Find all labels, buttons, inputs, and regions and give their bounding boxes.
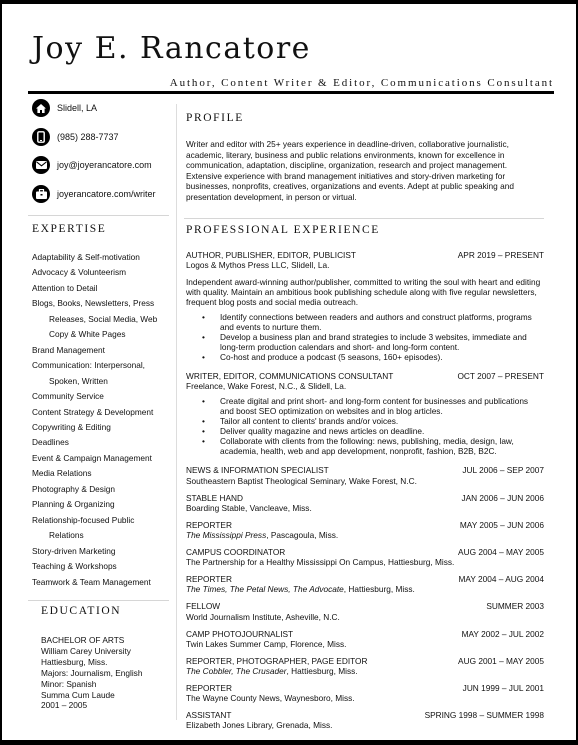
bullet-item: • Develop a business plan and brand strategies to include 3 websites, immediate and long-term production calendars and short- and long-form content.: [186, 332, 544, 352]
expertise-item: Story-driven Marketing: [32, 545, 116, 556]
education-line: William Carey University: [41, 645, 131, 656]
publication-location: , Hattiesburg, Miss.: [343, 584, 415, 594]
title-rule: [28, 91, 554, 94]
bullet-item: • Create digital and print short- and long-form content for businesses and publications and boost SEO optimization on websites and in blog articles.: [186, 396, 544, 416]
publication-name: The Cobbler, The Crusader: [186, 666, 287, 676]
job-role: NEWS & INFORMATION SPECIALIST: [186, 465, 329, 475]
briefcase-icon: [32, 185, 50, 203]
bullet-item: • Collaborate with clients from the following: news, publishing, media, design, law, academia, health, web and app development, nonprofit, fashion, B2B, B2C.: [186, 436, 544, 456]
job-org: Elizabeth Jones Library, Grenada, Miss.: [186, 720, 333, 730]
experience-heading: PROFESSIONAL EXPERIENCE: [186, 224, 380, 236]
expertise-item: Communication: Interpersonal,: [32, 360, 145, 371]
job-header: [186, 601, 544, 611]
expertise-item: Attention to Detail: [32, 282, 98, 293]
job-org: The Partnership for a Healthy Mississippi On Campus, Hattiesburg, Miss.: [186, 557, 455, 567]
expertise-item: Adaptability & Self-motivation: [32, 252, 140, 262]
expertise-item: Relations: [49, 530, 84, 541]
job-dates: MAY 2002 – JUL 2002: [461, 629, 544, 639]
profile-heading: PROFILE: [186, 112, 244, 124]
education-line: Minor: Spanish: [41, 678, 97, 689]
education-heading: EDUCATION: [41, 605, 122, 617]
education-line: 2001 – 2005: [41, 700, 88, 711]
expertise-item: Community Service: [32, 391, 104, 402]
expertise-item: Spoken, Written: [49, 375, 108, 386]
job-org: Boarding Stable, Vancleave, Miss.: [186, 503, 312, 513]
job-role: WRITER, EDITOR, COMMUNICATIONS CONSULTANT: [186, 371, 394, 381]
job-dates: APR 2019 – PRESENT: [457, 250, 544, 260]
job-dates: JUL 2006 – SEP 2007: [462, 465, 544, 475]
job-org: Logos & Mythos Press LLC, Slidell, La.: [186, 260, 330, 270]
expertise-item: Teamwork & Team Management: [32, 576, 151, 587]
expertise-item: Brand Management: [32, 344, 105, 355]
education-line: Majors: Journalism, English: [41, 667, 143, 678]
expertise-item: Planning & Organizing: [32, 499, 115, 510]
bullet-item: • Deliver quality magazine and news articles on deadline.: [186, 426, 544, 436]
job-role: REPORTER: [186, 683, 232, 693]
expertise-item: Releases, Social Media, Web: [49, 313, 158, 324]
expertise-item: Copy & White Pages: [49, 329, 126, 340]
expertise-rule: [28, 215, 169, 216]
job-role: AUTHOR, PUBLISHER, EDITOR, PUBLICIST: [186, 250, 356, 260]
column-divider: [176, 104, 177, 720]
bullet-item: • Identify connections between readers and authors and construct platforms, programs and events to nurture them.: [186, 312, 544, 332]
expertise-item: Deadlines: [32, 437, 69, 448]
publication-location: , Hattiesburg, Miss.: [286, 666, 358, 676]
job-header: [186, 493, 544, 503]
job-dates: MAY 2005 – JUN 2006: [459, 520, 544, 530]
job-dates: JUN 1999 – JUL 2001: [462, 683, 544, 693]
bullet-item: • Co-host and produce a podcast (5 seasons, 160+ episodes).: [186, 352, 544, 362]
contact-text: joyerancatore.com/writer: [57, 189, 156, 199]
job-dates: MAY 2004 – AUG 2004: [458, 574, 544, 584]
job-org: [186, 530, 338, 540]
expertise-item: Teaching & Workshops: [32, 561, 117, 572]
job-org: [186, 666, 358, 676]
expertise-item: Content Strategy & Development: [32, 406, 154, 417]
job-org: Freelance, Wake Forest, N.C., & Slidell, La.: [186, 381, 347, 391]
job-header: [186, 250, 544, 260]
contact-location: [32, 99, 97, 117]
job-dates: JAN 2006 – JUN 2006: [461, 493, 544, 503]
job-header: [186, 547, 544, 557]
job-role: REPORTER: [186, 574, 232, 584]
education-list: [41, 635, 142, 711]
job-role: REPORTER: [186, 520, 232, 530]
home-icon: [32, 99, 50, 117]
contact-phone: [32, 128, 119, 146]
job-dates: AUG 2001 – MAY 2005: [458, 656, 544, 666]
expertise-item: Photography & Design: [32, 483, 116, 494]
left-border: [0, 0, 2, 745]
job-role: REPORTER, PHOTOGRAPHER, PAGE EDITOR: [186, 656, 368, 666]
job-role: CAMPUS COORDINATOR: [186, 547, 286, 557]
bottom-border: [0, 740, 578, 745]
job-header: [186, 574, 544, 584]
expertise-item: Media Relations: [32, 468, 92, 479]
job-role: ASSISTANT: [186, 710, 232, 720]
publication-location: , Pascagoula, Miss.: [266, 530, 339, 540]
job-role: FELLOW: [186, 601, 221, 611]
job-header: [186, 656, 544, 666]
email-icon: [32, 156, 50, 174]
expertise-heading: EXPERTISE: [32, 223, 107, 235]
job-header: [186, 710, 544, 720]
publication-name: The Mississippi Press: [186, 530, 267, 540]
expertise-item: Event & Campaign Management: [32, 452, 152, 463]
job-org: World Journalism Institute, Asheville, N.C.: [186, 612, 340, 622]
resume-subtitle: Author, Content Writer & Editor, Communications Consultant: [169, 77, 554, 89]
contact-text: (985) 288-7737: [57, 132, 119, 142]
profile-rule: [184, 218, 544, 219]
expertise-item: Advocacy & Volunteerism: [32, 267, 127, 278]
top-border: [0, 0, 578, 4]
job-org: Twin Lakes Summer Camp, Florence, Miss.: [186, 639, 347, 649]
expertise-list: [32, 250, 172, 590]
contact-email: [32, 156, 152, 174]
contact-text: joy@joyerancatore.com: [57, 160, 152, 170]
job-org: [186, 584, 415, 594]
resume-name: Joy E. Rancatore: [32, 31, 311, 66]
job-org: The Wayne County News, Waynesboro, Miss.: [186, 693, 355, 703]
job-header: [186, 629, 544, 639]
publication-name: The Times, The Petal News, The Advocate: [186, 584, 344, 594]
education-line: Summa Cum Laude: [41, 689, 115, 700]
job-header: [186, 465, 544, 475]
expertise-item: Copywriting & Editing: [32, 421, 111, 432]
contact-website: [32, 185, 156, 203]
education-line: BACHELOR OF ARTS: [41, 635, 125, 645]
job-dates: AUG 2004 – MAY 2005: [458, 547, 544, 557]
job-bullets: [186, 312, 544, 362]
bullet-item: • Tailor all content to clients' brands and/or voices.: [186, 416, 544, 426]
job-dates: OCT 2007 – PRESENT: [457, 371, 544, 381]
profile-text: Writer and editor with 25+ years experience in deadline-driven, collaborative journalistic, academic, literary, business and public relations environments, known for excellence in communication, adaptation, discipline, organization, research and project management. Extensive experience with brand management initiatives and story-driven marketing for businesses, nonprofits, creatives, organizations and events. Adept at public speaking and presentation development, in person or virtual.: [186, 139, 514, 202]
job-dates: SPRING 1998 – SUMMER 1998: [424, 710, 544, 720]
job-description: Independent award-winning author/publisher, committed to writing the soul with heart and editing with quality. Maintain an ambitious book publishing schedule along with five regular newsletters, frequent blog posts and social media outreach.: [186, 277, 541, 307]
job-header: [186, 683, 544, 693]
job-bullets: [186, 396, 544, 456]
job-dates: SUMMER 2003: [486, 601, 544, 611]
job-role: CAMP PHOTOJOURNALIST: [186, 629, 294, 639]
job-org: Southeastern Baptist Theological Seminary, Wake Forest, N.C.: [186, 476, 417, 486]
expertise-item: Relationship-focused Public: [32, 514, 135, 525]
phone-icon: [32, 128, 50, 146]
job-header: [186, 520, 544, 530]
education-line: Hattiesburg, Miss.: [41, 656, 108, 667]
education-rule: [28, 600, 169, 601]
expertise-item: Blogs, Books, Newsletters, Press: [32, 298, 155, 309]
job-header: [186, 371, 544, 381]
contact-text: Slidell, LA: [57, 103, 98, 113]
job-role: STABLE HAND: [186, 493, 244, 503]
